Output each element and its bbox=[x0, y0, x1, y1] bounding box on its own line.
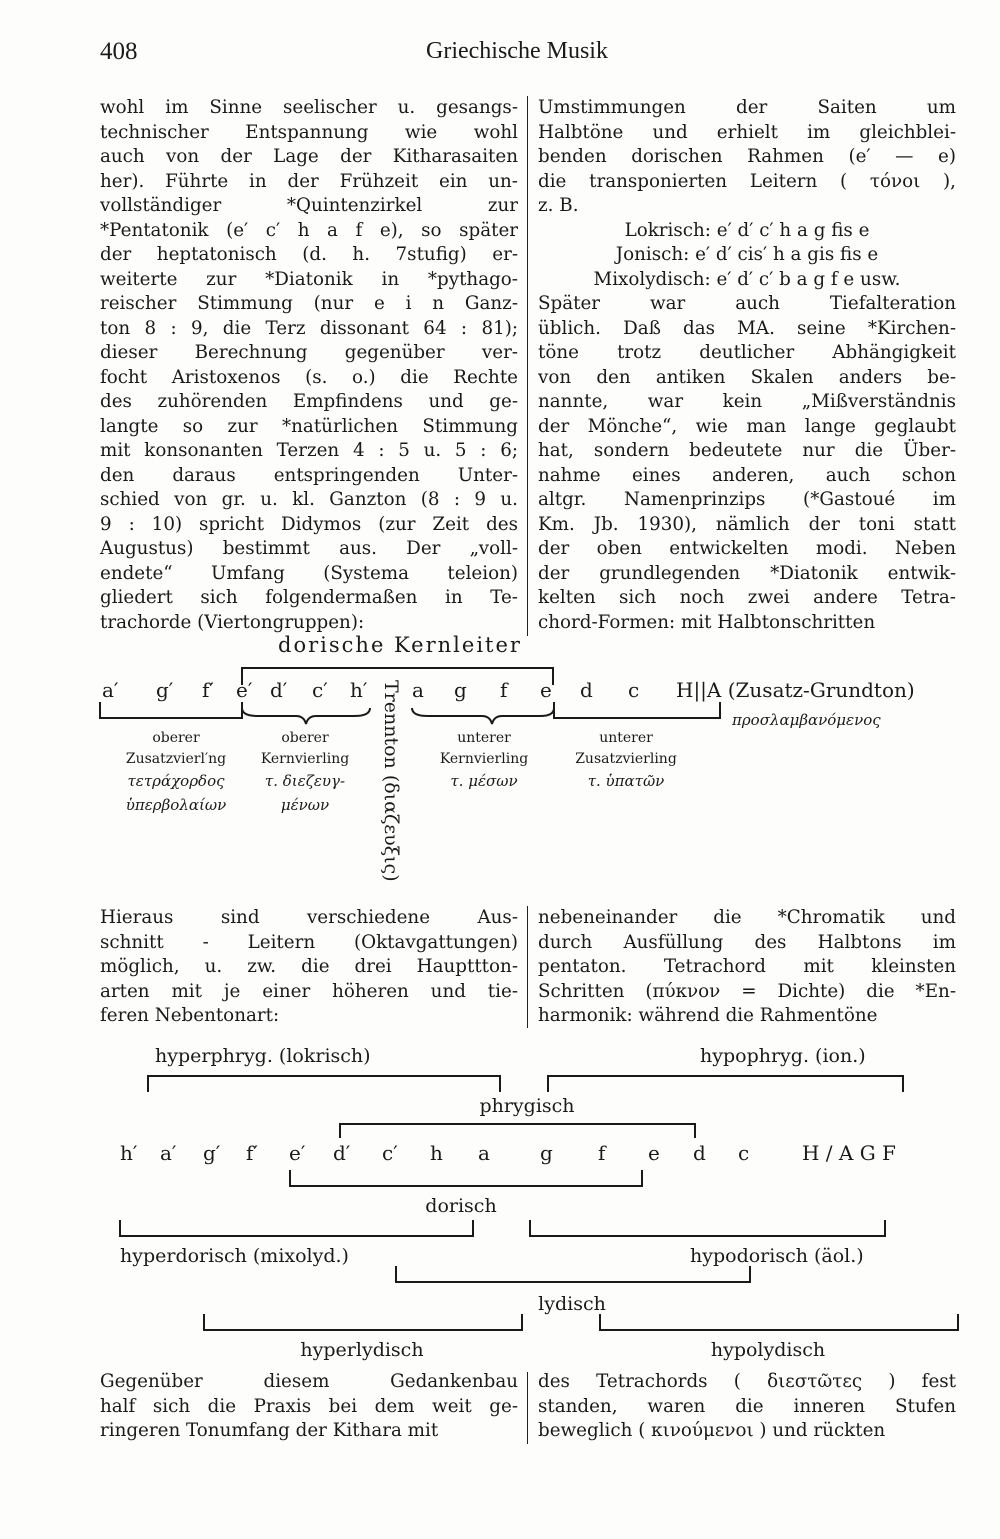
group-label: τετράχορδος bbox=[127, 772, 225, 790]
proslambanomenos-label: προσλαμβανόμενος bbox=[732, 711, 881, 729]
column-divider bbox=[527, 1372, 528, 1444]
text-line: Später war auch Tiefalteration bbox=[538, 293, 956, 314]
group-label: Kernvierling bbox=[260, 751, 350, 767]
mode-label: hyperphryg. (lokrisch) bbox=[155, 1045, 371, 1067]
mode-bracket bbox=[548, 1076, 903, 1092]
text-line: durch Ausfüllung des Halbtons im bbox=[538, 931, 956, 953]
text-column-right-3 bbox=[538, 1370, 956, 1444]
text-line: des zuhörenden Empfindens und ge- bbox=[100, 391, 518, 412]
text-line: Km. Jb. 1930), nämlich der toni statt bbox=[538, 513, 956, 535]
text-line: von den antiken Skalen anders be- bbox=[538, 366, 956, 388]
text-line: auch von der Lage der Kitharasaiten bbox=[100, 146, 518, 167]
text-column-left-2 bbox=[100, 906, 518, 1029]
note: g bbox=[454, 678, 467, 702]
text-line: Gegenüber diesem Gedankenbau bbox=[100, 1371, 518, 1392]
text-line: der heptatonisch (d. h. 7stufig) er- bbox=[100, 244, 518, 265]
text-line: mit konsonanten Terzen 4 : 5 u. 5 : 6; bbox=[100, 440, 518, 461]
text-line: gliedert sich folgendermaßen in Te- bbox=[100, 587, 518, 608]
mode-label: lydisch bbox=[538, 1293, 606, 1315]
mode-label: hyperdorisch (mixolyd.) bbox=[120, 1245, 349, 1267]
note: c′ bbox=[312, 678, 328, 702]
text-line: 9 : 10) spricht Didymos (zur Zeit des bbox=[100, 513, 518, 535]
trennton-label: Trennton (διαζευξις) bbox=[380, 680, 402, 882]
text-line: reischer Stimmung (nur e i n Ganz- bbox=[100, 293, 518, 314]
note: e bbox=[540, 678, 552, 702]
text-line: hat, sondern bedeutete nur die Über- bbox=[538, 440, 956, 461]
text-line: der Mönche“, wie man lange geglaubt bbox=[538, 415, 956, 437]
text-line: weiterte zur *Diatonik in *pythago- bbox=[100, 268, 518, 290]
mode-label: hypolydisch bbox=[710, 1339, 826, 1361]
note: g′ bbox=[203, 1141, 221, 1165]
mode-label: phrygisch bbox=[479, 1095, 575, 1117]
text-line: Jonisch: e′ d′ cis′ h a gis fis e bbox=[615, 244, 879, 265]
group-label: ὑπερβολαίων bbox=[125, 796, 227, 814]
text-line: möglich, u. zw. die drei Haupttton- bbox=[100, 956, 518, 977]
text-line: töne trotz deutlicher Abhängigkeit bbox=[538, 342, 956, 363]
group-label: unterer bbox=[457, 730, 511, 746]
mode-label: hypodorisch (äol.) bbox=[690, 1245, 864, 1267]
mode-label: hyperlydisch bbox=[300, 1339, 424, 1361]
mode-bracket bbox=[290, 1170, 642, 1186]
text-line: half sich die Praxis bei dem weit ge- bbox=[100, 1395, 518, 1417]
octave-species-diagram bbox=[120, 1045, 958, 1361]
mode-label: dorisch bbox=[425, 1195, 497, 1217]
note: c bbox=[738, 1141, 750, 1165]
text-line: benden dorischen Rahmen (e′ — e) bbox=[538, 146, 956, 167]
note: h bbox=[430, 1141, 443, 1165]
group-label: unterer bbox=[599, 730, 653, 746]
tetrachord-brace bbox=[242, 708, 370, 724]
mode-bracket bbox=[120, 1220, 473, 1236]
text-line: ton 8 : 9, die Terz dissonant 64 : 81); bbox=[100, 317, 518, 339]
page-number: 408 bbox=[100, 38, 138, 65]
column-divider bbox=[527, 96, 528, 636]
note: f bbox=[598, 1141, 606, 1165]
text-line: harmonik: während die Rahmentöne bbox=[538, 1005, 878, 1026]
diagram-title: dorische Kernleiter bbox=[278, 633, 522, 657]
text-line: focht Aristoxenos (s. o.) die Rechte bbox=[100, 366, 518, 388]
text-line: Lokrisch: e′ d′ c′ h a g fis e bbox=[624, 219, 870, 241]
mode-bracket bbox=[530, 1220, 885, 1236]
note: H||A (Zusatz-Grundton) bbox=[676, 678, 915, 702]
text-line: altgr. Namenprinzips (*Gastoué im bbox=[538, 489, 956, 510]
note: d bbox=[580, 678, 593, 702]
note: g bbox=[540, 1141, 553, 1165]
note: c′ bbox=[382, 1141, 398, 1165]
text-line: der oben entwickelten modi. Neben bbox=[538, 538, 956, 559]
text-line: Hieraus sind verschiedene Aus- bbox=[100, 907, 518, 928]
text-line: z. B. bbox=[538, 195, 579, 216]
note: f′ bbox=[202, 678, 214, 702]
text-line: des Tetrachords ( διεστῶτες ) fest bbox=[538, 1371, 956, 1392]
text-line: nahme eines anderen, auch schon bbox=[538, 464, 956, 486]
mode-bracket bbox=[148, 1076, 500, 1092]
text-line: schnitt - Leitern (Oktavgattungen) bbox=[100, 931, 518, 953]
text-line: den daraus entspringenden Unter- bbox=[100, 464, 518, 486]
text-line: der grundlegenden *Diatonik entwik- bbox=[538, 562, 956, 584]
group-label: oberer bbox=[152, 730, 200, 746]
text-line: Mixolydisch: e′ d′ c′ b a g f e usw. bbox=[593, 268, 901, 290]
kernleiter-bracket bbox=[242, 668, 553, 685]
text-line: endete“ Umfang (Systema teleion) bbox=[100, 562, 518, 584]
text-line: die transponierten Leitern ( τόνοι ), bbox=[538, 170, 956, 192]
mode-label: hypophryg. (ion.) bbox=[700, 1045, 866, 1067]
note: h′ bbox=[350, 678, 368, 702]
tetrachord-diagram bbox=[100, 633, 915, 882]
text-line: pentaton. Tetrachord mit kleinsten bbox=[538, 956, 956, 977]
text-line: chord-Formen: mit Halbtonschritten bbox=[538, 611, 876, 633]
note: d′ bbox=[270, 678, 288, 702]
text-line: dieser Berechnung gegenüber ver- bbox=[100, 342, 518, 363]
text-line: Schritten (πύκνον = Dichte) die *En- bbox=[538, 980, 956, 1002]
tetrachord-brace bbox=[412, 708, 554, 724]
running-title: Griechische Musik bbox=[426, 38, 608, 64]
text-line: langte so zur *natürlichen Stimmung bbox=[100, 415, 518, 437]
text-column-right-2 bbox=[538, 906, 956, 1029]
text-line: üblich. Daß das MA. seine *Kirchen- bbox=[538, 317, 956, 339]
tetrachord-bracket bbox=[100, 702, 242, 718]
note: e′ bbox=[289, 1141, 306, 1165]
mode-bracket bbox=[204, 1314, 522, 1330]
text-line: nannte, war kein „Mißverständnis bbox=[538, 391, 956, 412]
mode-bracket bbox=[600, 1314, 958, 1330]
text-line: technischer Entspannung wie wohl bbox=[100, 121, 518, 143]
group-label: τ. ὑπατῶν bbox=[587, 772, 665, 790]
note: e bbox=[648, 1141, 660, 1165]
note: g′ bbox=[156, 678, 174, 702]
group-label: τ. διεζευγ- bbox=[264, 772, 346, 790]
text-line: schied von gr. u. kl. Ganzton (8 : 9 u. bbox=[100, 489, 518, 510]
group-label: Zusatzvierl′ng bbox=[125, 751, 227, 767]
note: a bbox=[412, 678, 424, 702]
text-line: nebeneinander die *Chromatik und bbox=[538, 907, 956, 928]
note: f′ bbox=[246, 1141, 258, 1165]
text-line: Augustus) bestimmt aus. Der „voll- bbox=[100, 538, 518, 559]
note: e′ bbox=[236, 678, 253, 702]
text-line: Halbtöne und erhielt im gleichblei- bbox=[538, 121, 956, 143]
text-line: wohl im Sinne seelischer u. gesangs- bbox=[100, 97, 518, 118]
group-label: Kernvierling bbox=[439, 751, 529, 767]
column-divider bbox=[527, 906, 528, 1028]
note: a′ bbox=[160, 1141, 177, 1165]
text-line: trachorde (Viertongruppen): bbox=[100, 611, 365, 633]
text-line: her). Führte in der Frühzeit ein un- bbox=[100, 170, 518, 192]
text-line: beweglich ( κινούμενοι ) und rückten bbox=[538, 1420, 886, 1441]
note: h′ bbox=[120, 1141, 138, 1165]
mode-bracket bbox=[396, 1266, 750, 1282]
note: a bbox=[478, 1141, 490, 1165]
text-line: standen, waren die inneren Stufen bbox=[538, 1395, 956, 1417]
text-line: Umstimmungen der Saiten um bbox=[538, 97, 956, 118]
note: f bbox=[500, 678, 508, 702]
note: a′ bbox=[102, 678, 119, 702]
group-label: τ. μέσων bbox=[450, 772, 518, 790]
note: d bbox=[693, 1141, 706, 1165]
text-line: feren Nebentonart: bbox=[100, 1005, 280, 1026]
text-column-right-1 bbox=[538, 96, 956, 635]
page-header bbox=[100, 38, 960, 72]
group-label: oberer bbox=[281, 730, 329, 746]
group-label: μένων bbox=[280, 796, 330, 814]
text-line: ringeren Tonumfang der Kithara mit bbox=[100, 1420, 439, 1441]
text-column-left-3 bbox=[100, 1370, 518, 1444]
text-line: *Pentatonik (e′ c′ h a f e), so später bbox=[100, 219, 518, 241]
tetrachord-bracket bbox=[554, 702, 720, 718]
text-line: vollständiger *Quintenzirkel zur bbox=[100, 195, 518, 216]
mode-bracket bbox=[340, 1124, 695, 1138]
group-label: Zusatzvierling bbox=[575, 751, 677, 767]
note: d′ bbox=[333, 1141, 351, 1165]
text-line: arten mit je einer höheren und tie- bbox=[100, 980, 518, 1002]
note: c bbox=[628, 678, 640, 702]
note: H / A G F bbox=[802, 1141, 896, 1165]
text-line: kelten sich noch zwei andere Tetra- bbox=[538, 587, 956, 608]
text-column-left-1 bbox=[100, 96, 518, 635]
